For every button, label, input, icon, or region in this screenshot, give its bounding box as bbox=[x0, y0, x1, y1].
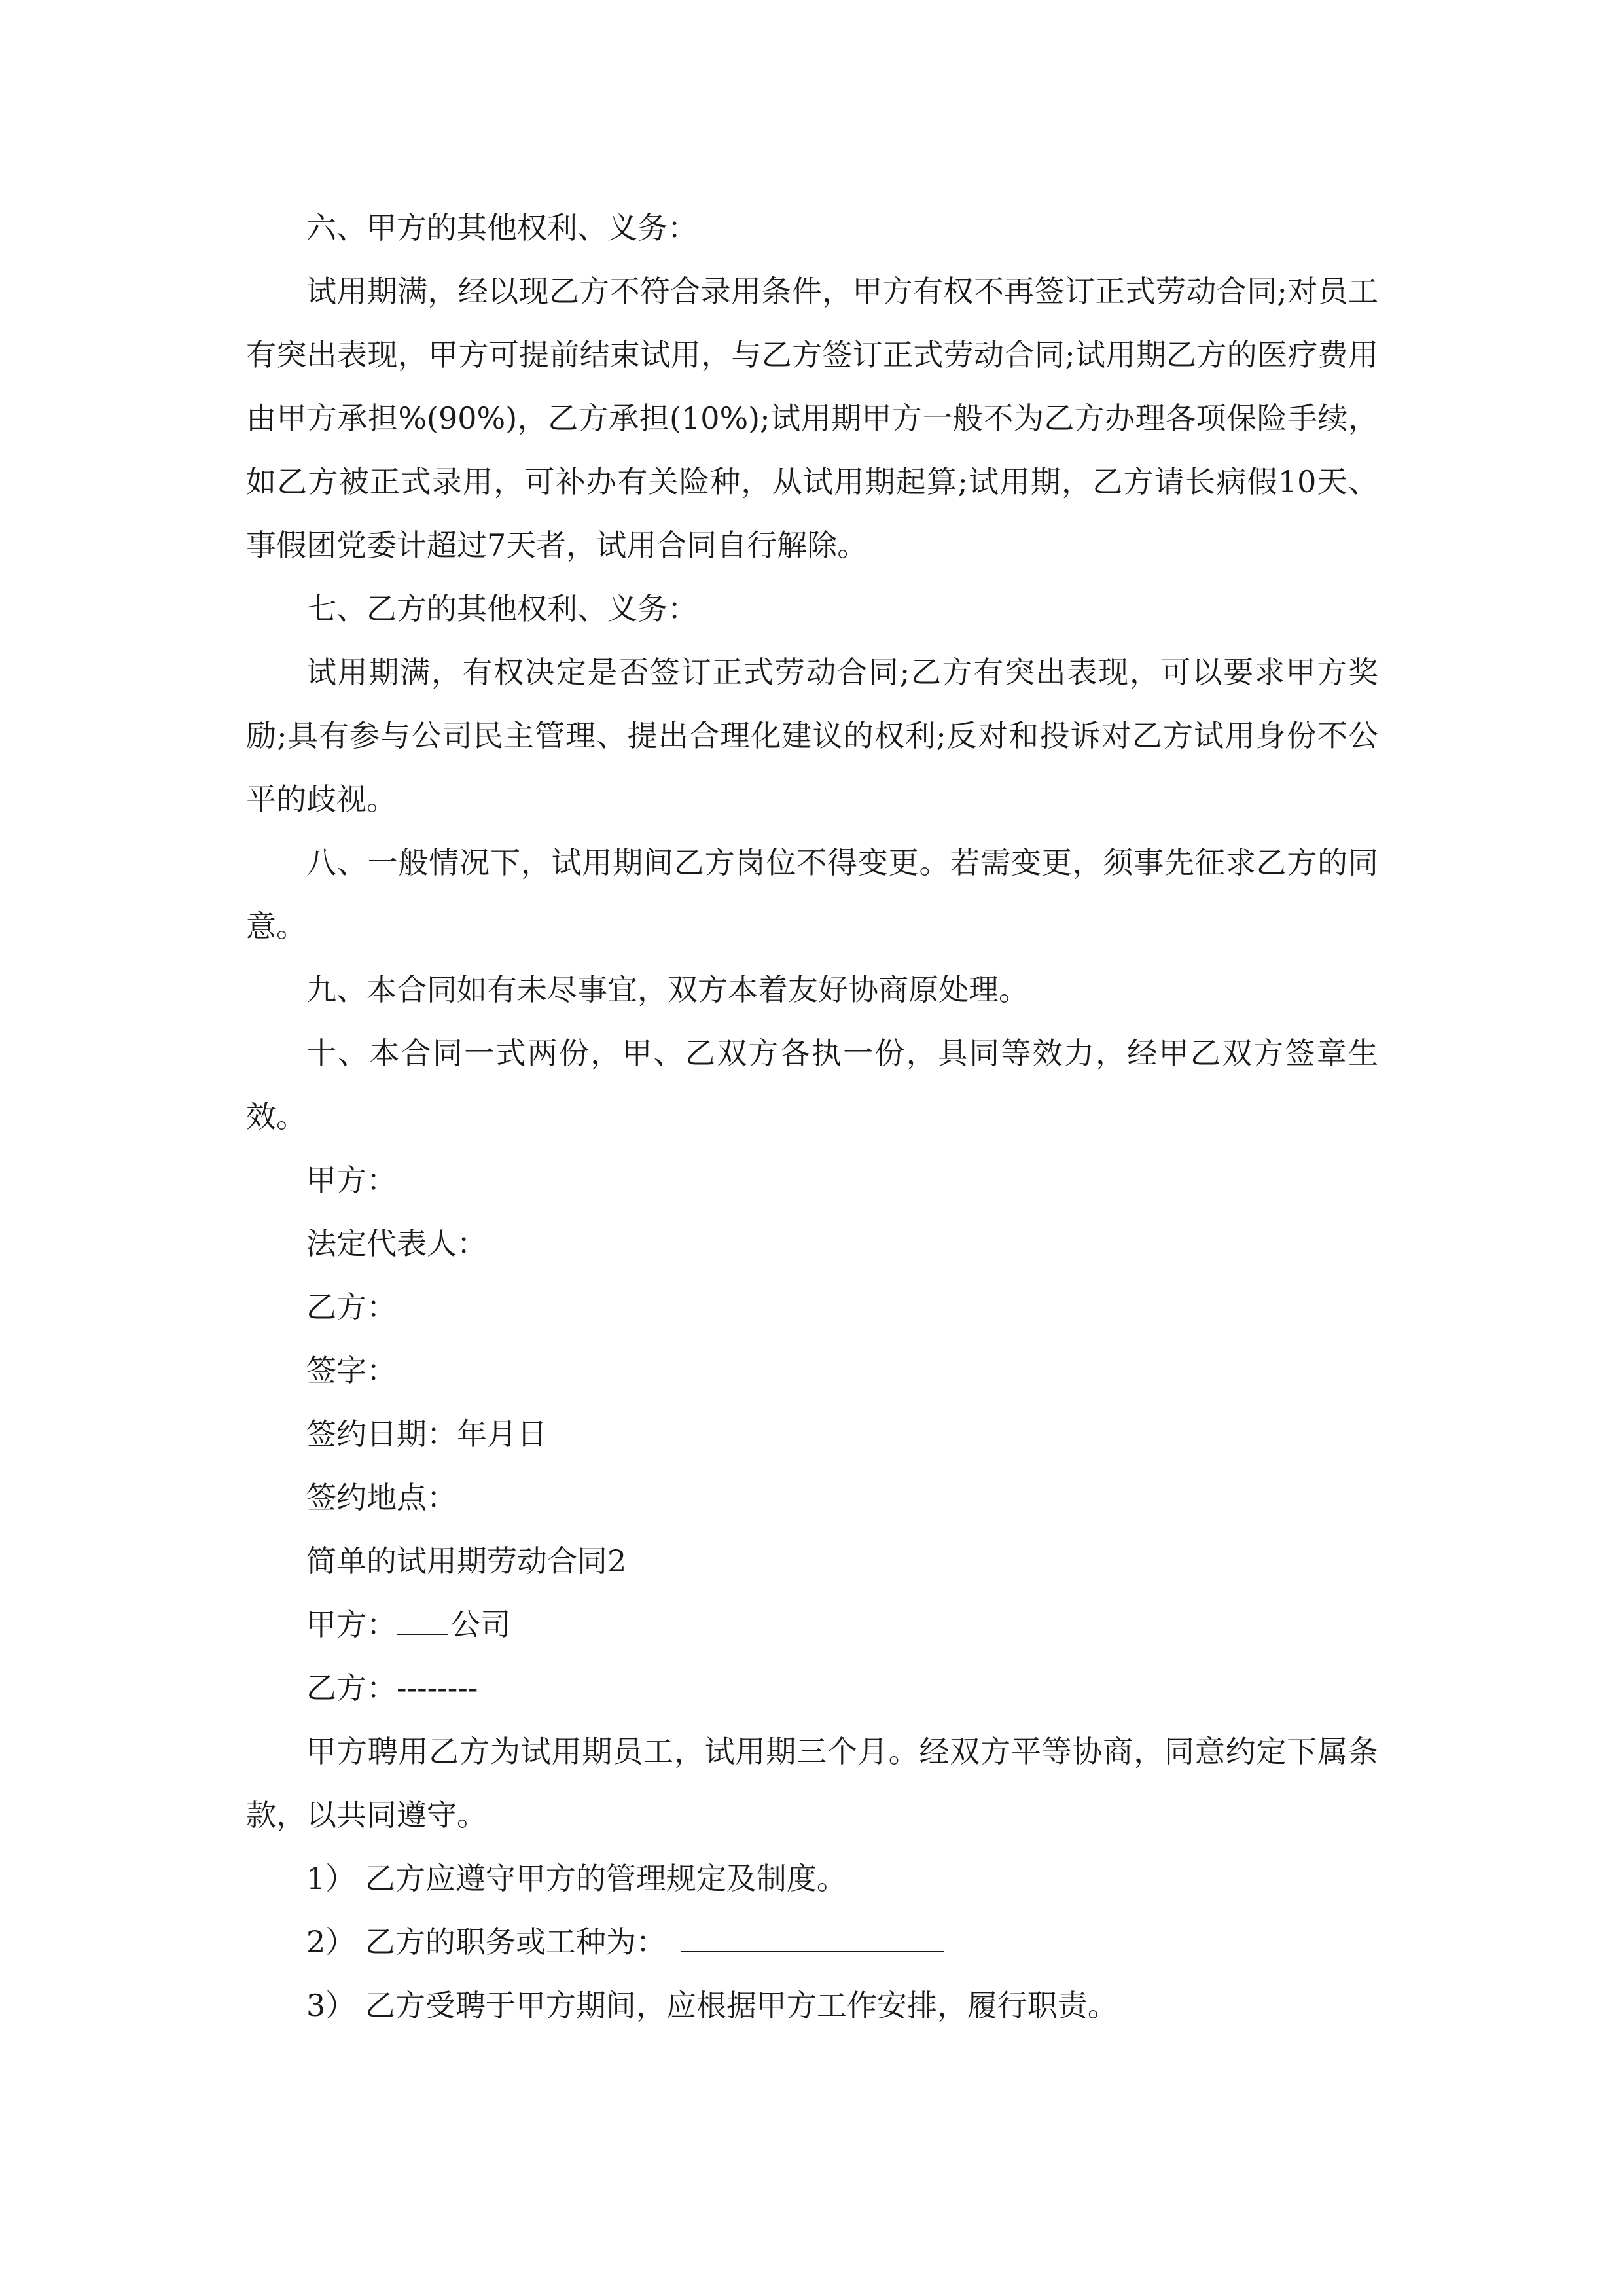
job-title-blank bbox=[681, 1925, 944, 1952]
party-b-line: 乙方： bbox=[306, 1289, 397, 1325]
contract-2-item-3: 3） 乙方受聘于甲方期间，应根据甲方工作安排，履行职责。 bbox=[306, 1988, 1118, 2023]
clause-6-heading: 六、甲方的其他权利、义务： bbox=[306, 210, 698, 245]
document-body bbox=[246, 196, 1378, 2037]
contract-2-title: 简单的试用期劳动合同2 bbox=[306, 1543, 627, 1579]
party-a-label: 甲方： bbox=[306, 1607, 397, 1642]
party-a-line: 甲方： bbox=[306, 1162, 397, 1198]
contract-2-item-1: 1） 乙方应遵守甲方的管理规定及制度。 bbox=[306, 1861, 847, 1896]
contract-2-party-b: 乙方：-------- bbox=[306, 1670, 478, 1706]
item-2-label: 2） 乙方的职务或工种为： bbox=[306, 1924, 666, 1960]
clause-9: 九、本合同如有未尽事宜，双方本着友好协商原处理。 bbox=[306, 972, 1029, 1007]
clause-6-body: 试用期满，经以现乙方不符合录用条件，甲方有权不再签订正式劳动合同;对员工有突出表现，甲方可提前结束试用，与乙方签订正式劳动合同;试用期乙方的医疗费用由甲方承担%(90%)，乙方承担(10%);试用期甲方一般不为乙方办理各项保险手续，如乙方被正式录用，可补办有关险种，从试用期起算;试用期，乙方请长病假10天、事假团党委计超过7天者，试用合同自行解除。 bbox=[246, 274, 1378, 563]
sign-place-line: 签约地点： bbox=[306, 1480, 457, 1515]
contract-2-party-a bbox=[246, 1593, 1378, 1657]
legal-representative-line: 法定代表人： bbox=[306, 1226, 487, 1261]
clause-10: 十、本合同一式两份，甲、乙双方各执一份，具同等效力，经甲乙双方签章生效。 bbox=[246, 1035, 1378, 1134]
company-name-blank bbox=[397, 1607, 448, 1635]
clause-8: 八、一般情况下，试用期间乙方岗位不得变更。若需变更，须事先征求乙方的同意。 bbox=[246, 845, 1378, 944]
clause-7-heading: 七、乙方的其他权利、义务： bbox=[306, 591, 698, 626]
clause-7-body: 试用期满，有权决定是否签订正式劳动合同;乙方有突出表现，可以要求甲方奖励;具有参与公司民主管理、提出合理化建议的权利;反对和投诉对乙方试用身份不公平的歧视。 bbox=[246, 655, 1378, 817]
contract-2-item-2 bbox=[246, 1910, 1378, 1974]
contract-2-intro: 甲方聘用乙方为试用期员工，试用期三个月。经双方平等协商，同意约定下属条款，以共同遵守。 bbox=[246, 1734, 1378, 1833]
sign-date-line: 签约日期：年月日 bbox=[306, 1416, 547, 1452]
signature-line: 签字： bbox=[306, 1353, 397, 1388]
company-suffix: 公司 bbox=[450, 1607, 510, 1642]
